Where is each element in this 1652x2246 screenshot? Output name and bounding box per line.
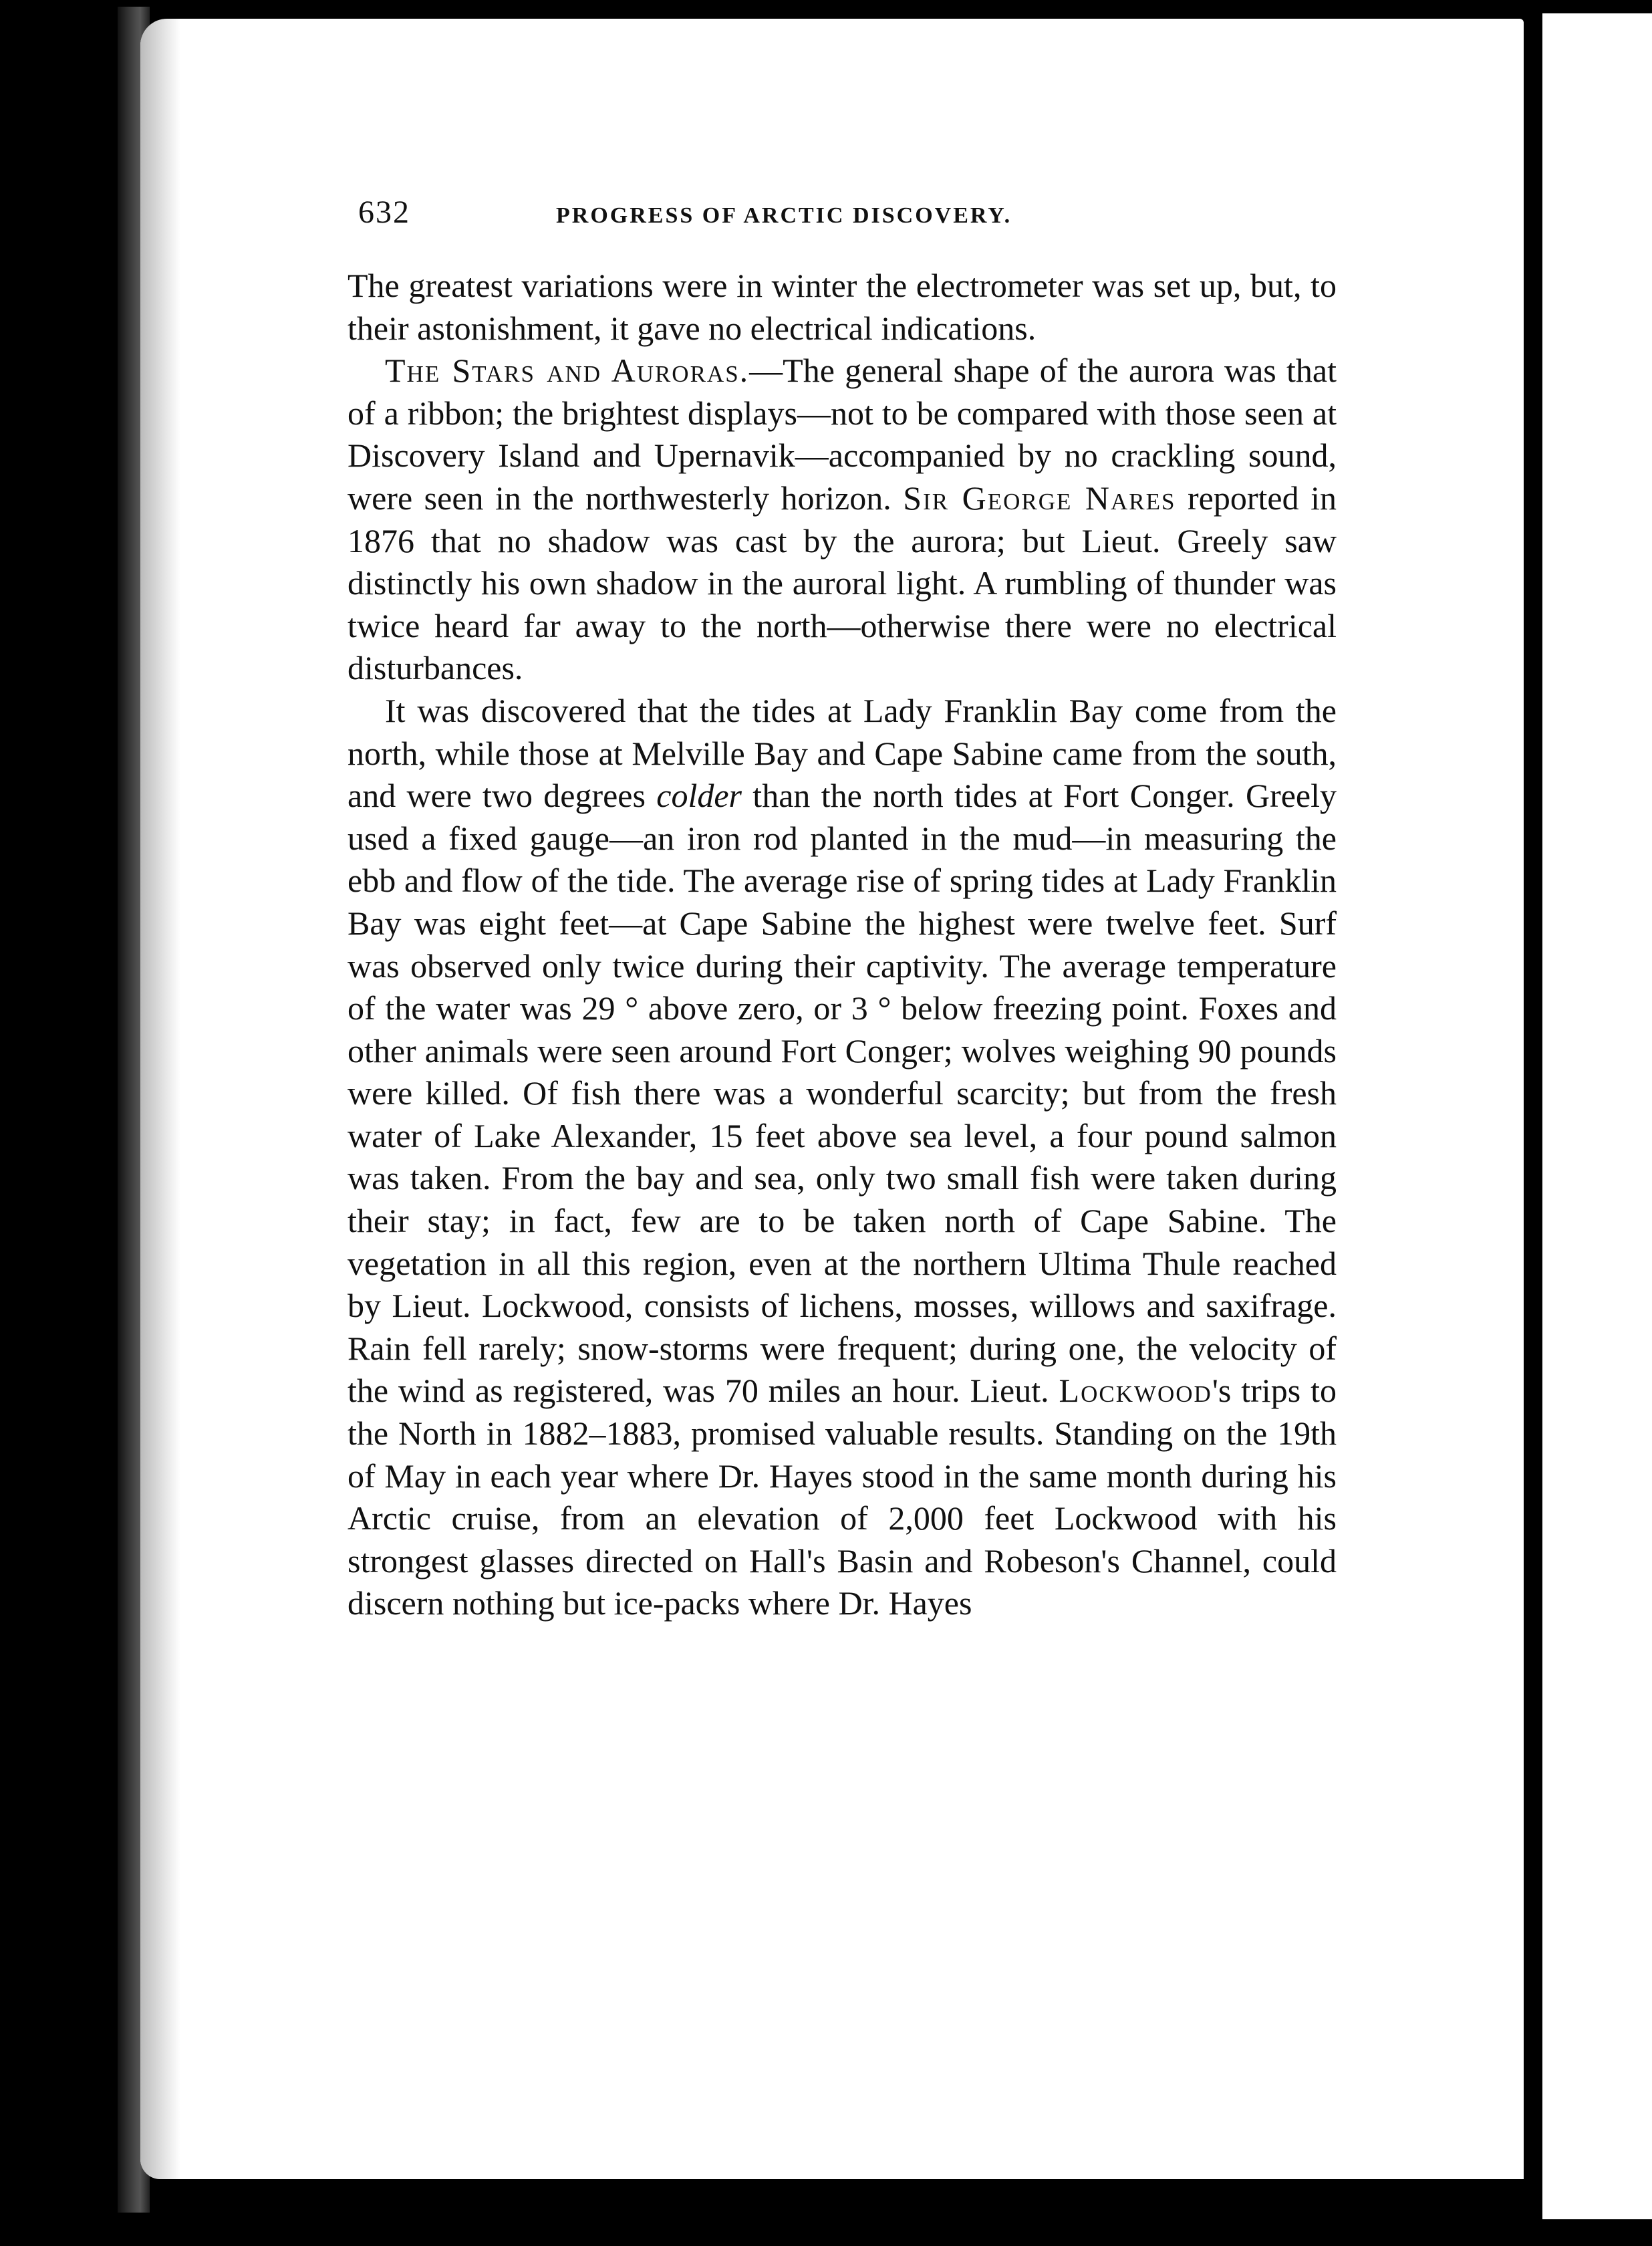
right-gutter: [1524, 0, 1542, 2246]
page-gutter-shadow: [140, 19, 180, 2179]
paragraph-text: than the north tides at Fort Conger. Greely used a fixed gauge—an iron rod planted in the mud—in measuring the ebb and flow of the tide. The average rise of spring tides at Lady Franklin Bay was eight feet—at Cape Sabine the highest were twelve feet. Surf was observed only twice during their captivity. The average temperature of the water was 29 ° above zero, or 3 ° below freezing point. Foxes and other animals were seen around Fort Conger; wolves weighing 90 pounds were killed. Of fish there was a wonderful scarcity; but from the fresh water of Lake Alexander, 15 feet above sea level, a four pound salmon was taken. From the bay and sea, only two small fish were taken during their stay; in fact, few are to be taken north of Cape Sabine. The vegetation in all this region, even at the northern Ultima Thule reached by Lieut. Lockwood, consists of lichens, mosses, willows and saxifrage. Rain fell rarely; snow-storms were frequent; during one, the velocity of the wind as registered, was 70 miles an hour. Lieut.: [348, 777, 1337, 1410]
running-head: [358, 194, 1347, 234]
paragraph-stars-and-auroras: [348, 350, 1337, 690]
paragraph-text: —The general shape of the aurora was that of a ribbon; the brightest displays—not to be compared with those seen at Discovery Island and Upernavik—accompanied by no crackling sound, were seen in the northwesterly horizon.: [348, 352, 1337, 517]
body-text: [348, 265, 1337, 1963]
paragraph-text: 's trips to the North in 1882–1883, promised valuable results. Standing on the 19th of May in each year where Dr. Hayes stood in the same month during his Arctic cruise, from an elevation of 2,000 feet Lockwood with his strongest glasses directed on Hall's Basin and Robeson's Channel, could discern nothing but ice-packs where Dr. Hayes: [348, 1372, 1337, 1622]
paragraph-electrometer: The greatest variations were in winter the electrometer was set up, but, to their astonishment, it gave no electrical indications.: [348, 267, 1337, 347]
person-name: Sir George Nares: [903, 479, 1176, 517]
emphasized-word: colder: [656, 777, 742, 815]
facing-page-edge: [1542, 13, 1652, 2219]
section-heading: The Stars and Auroras.: [385, 352, 750, 390]
running-title: PROGRESS OF ARCTIC DISCOVERY.: [556, 203, 1012, 228]
paragraph-text: reported in 1876 that no shadow was cast by the aurora; but Lieut. Greely saw distinctly his own shadow in the auroral light. A rumbling of thunder was twice heard far away to the north—otherwise there were no electrical disturbances.: [348, 479, 1337, 687]
paragraph-tides: [348, 690, 1337, 1625]
paragraph-text: It was discovered that the tides at Lady Franklin Bay come from the north, while those at Melville Bay and Cape Sabine came from the south, and were two degrees: [348, 691, 1337, 815]
person-name: Lockwood: [1059, 1372, 1212, 1410]
page-number: 632: [358, 195, 410, 230]
